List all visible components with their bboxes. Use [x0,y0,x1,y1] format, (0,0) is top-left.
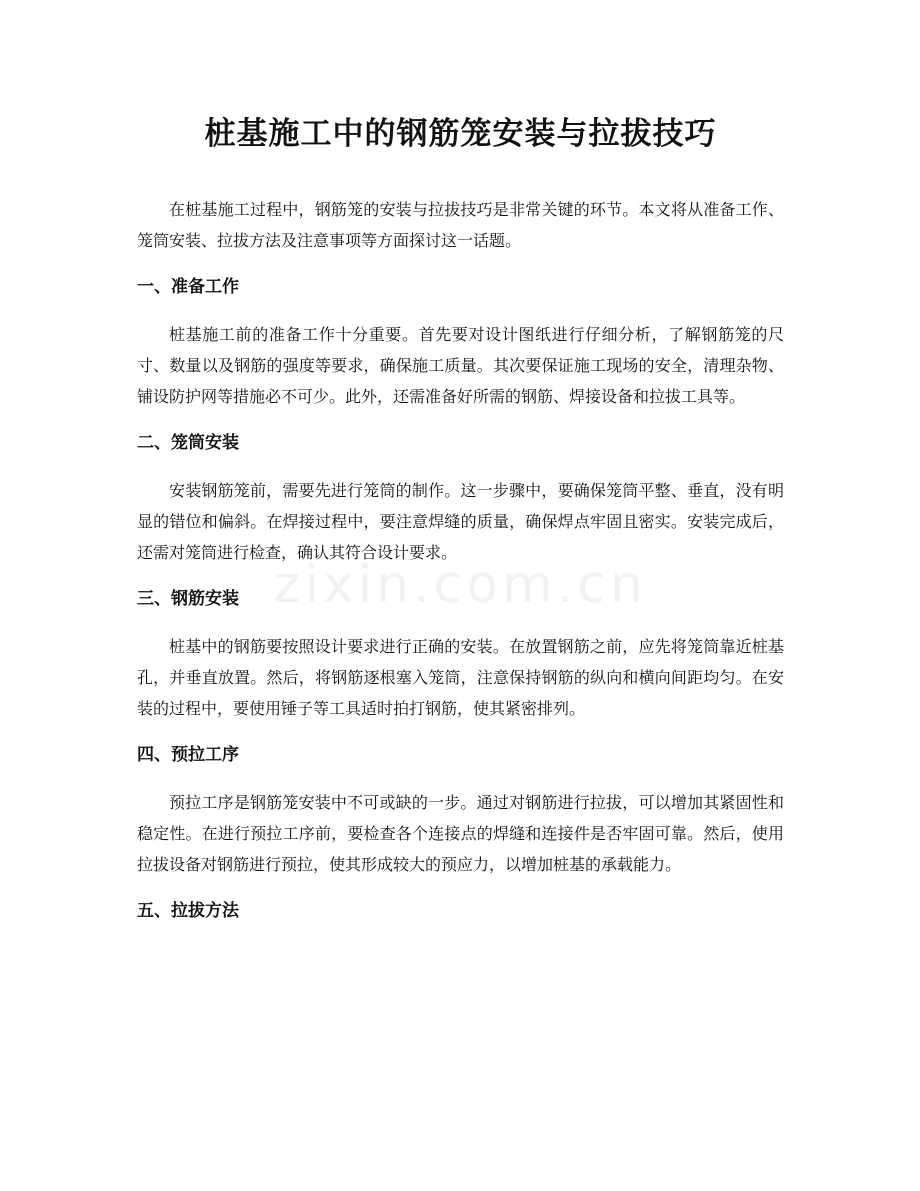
section-rebar-installation [137,584,784,724]
section-paragraph: 桩基中的钢筋要按照设计要求进行正确的安装。在放置钢筋之前，应先将笼筒靠近桩基孔，并垂直放置。然后，将钢筋逐根塞入笼筒，注意保持钢筋的纵向和横向间距均匀。在安装的过程中，要使用锤子等工具适时拍打钢筋，使其紧密排列。 [137,637,784,718]
section-heading: 五、拉拔方法 [137,901,239,921]
section-pretension [137,740,784,880]
section-heading: 一、准备工作 [137,277,239,297]
document-title: 桩基施工中的钢筋笼安装与拉拔技巧 [204,116,717,152]
section-cage-installation [137,428,784,568]
section-heading: 三、钢筋安装 [137,589,239,609]
section-paragraph: 预拉工序是钢筋笼安装中不可或缺的一步。通过对钢筋进行拉拔，可以增加其紧固性和稳定性。在进行预拉工序前，要检查各个连接点的焊缝和连接件是否牢固可靠。然后，使用拉拔设备对钢筋进行预拉，使其形成较大的预应力，以增加桩基的承载能力。 [137,793,784,874]
section-preparation [137,272,784,412]
section-heading: 四、预拉工序 [137,745,239,765]
section-heading: 二、笼筒安装 [137,433,239,453]
section-pulling-method [137,896,784,927]
intro-paragraph: 在桩基施工过程中，钢筋笼的安装与拉拔技巧是非常关键的环节。本文将从准备工作、笼筒安装、拉拔方法及注意事项等方面探讨这一话题。 [137,200,784,250]
watermark: zixin.com.cn [273,555,647,615]
section-paragraph: 安装钢筋笼前，需要先进行笼筒的制作。这一步骤中，要确保笼筒平整、垂直，没有明显的错位和偏斜。在焊接过程中，要注意焊缝的质量，确保焊点牢固且密实。安装完成后，还需对笼筒进行检查，确认其符合设计要求。 [137,481,784,562]
section-paragraph: 桩基施工前的准备工作十分重要。首先要对设计图纸进行仔细分析，了解钢筋笼的尺寸、数量以及钢筋的强度等要求，确保施工质量。其次要保证施工现场的安全，清理杂物、铺设防护网等措施必不可少。此外，还需准备好所需的钢筋、焊接设备和拉拔工具等。 [137,325,784,406]
